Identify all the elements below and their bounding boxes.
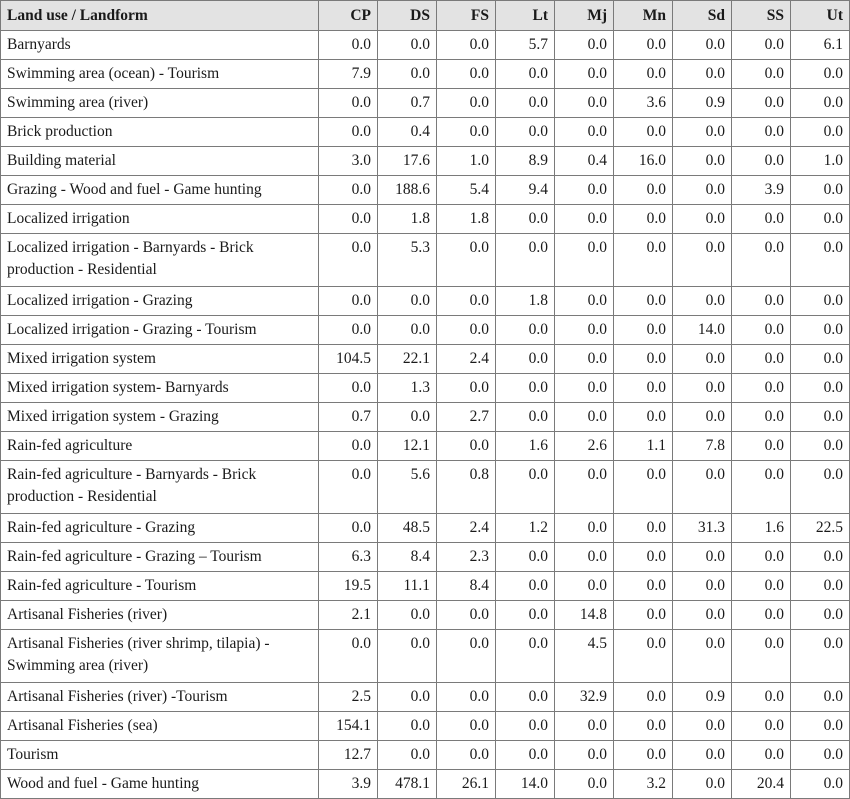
value-cell-sd: 0.0 [673, 461, 732, 514]
value-cell-mn: 0.0 [614, 234, 673, 287]
table-row [1, 601, 850, 630]
value-cell-cp: 0.0 [319, 287, 378, 316]
land-use-cell: Grazing - Wood and fuel - Game hunting [1, 176, 319, 205]
value-cell-fs: 0.0 [437, 741, 496, 770]
value-cell-mj: 0.0 [555, 461, 614, 514]
value-cell-mj: 0.0 [555, 176, 614, 205]
land-use-cell: Localized irrigation - Grazing - Tourism [1, 316, 319, 345]
value-cell-cp: 0.0 [319, 176, 378, 205]
value-cell-ss: 0.0 [732, 630, 791, 683]
value-cell-ss: 0.0 [732, 741, 791, 770]
value-cell-mj: 0.0 [555, 234, 614, 287]
table-row [1, 403, 850, 432]
value-cell-ds: 5.6 [378, 461, 437, 514]
value-cell-ds: 12.1 [378, 432, 437, 461]
value-cell-ut: 0.0 [791, 345, 850, 374]
value-cell-ut: 0.0 [791, 89, 850, 118]
table-row [1, 741, 850, 770]
value-cell-ds: 11.1 [378, 572, 437, 601]
value-cell-ut: 0.0 [791, 601, 850, 630]
value-cell-ut: 0.0 [791, 403, 850, 432]
value-cell-cp: 3.9 [319, 770, 378, 799]
value-cell-mn: 0.0 [614, 572, 673, 601]
column-header-sd: Sd [673, 1, 732, 31]
value-cell-ds: 0.0 [378, 601, 437, 630]
value-cell-cp: 154.1 [319, 712, 378, 741]
value-cell-fs: 1.0 [437, 147, 496, 176]
value-cell-fs: 0.8 [437, 461, 496, 514]
value-cell-mn: 3.2 [614, 770, 673, 799]
table-row [1, 89, 850, 118]
value-cell-ut: 0.0 [791, 316, 850, 345]
value-cell-sd: 0.0 [673, 118, 732, 147]
value-cell-mj: 14.8 [555, 601, 614, 630]
value-cell-mn: 1.1 [614, 432, 673, 461]
value-cell-fs: 2.7 [437, 403, 496, 432]
value-cell-cp: 7.9 [319, 60, 378, 89]
land-use-cell: Swimming area (ocean) - Tourism [1, 60, 319, 89]
value-cell-ut: 0.0 [791, 572, 850, 601]
column-header-ss: SS [732, 1, 791, 31]
value-cell-cp: 0.7 [319, 403, 378, 432]
table-row [1, 60, 850, 89]
value-cell-ds: 8.4 [378, 543, 437, 572]
value-cell-sd: 0.9 [673, 683, 732, 712]
value-cell-mn: 0.0 [614, 601, 673, 630]
value-cell-mn: 0.0 [614, 741, 673, 770]
value-cell-sd: 0.0 [673, 147, 732, 176]
value-cell-mj: 0.0 [555, 374, 614, 403]
value-cell-lt: 0.0 [496, 89, 555, 118]
value-cell-sd: 0.0 [673, 374, 732, 403]
header-row [1, 1, 850, 31]
table-row [1, 432, 850, 461]
value-cell-ss: 0.0 [732, 572, 791, 601]
value-cell-mn: 0.0 [614, 118, 673, 147]
value-cell-lt: 0.0 [496, 601, 555, 630]
value-cell-fs: 2.4 [437, 514, 496, 543]
value-cell-ss: 0.0 [732, 205, 791, 234]
column-header-fs: FS [437, 1, 496, 31]
value-cell-fs: 1.8 [437, 205, 496, 234]
value-cell-ss: 0.0 [732, 118, 791, 147]
value-cell-ut: 0.0 [791, 374, 850, 403]
value-cell-lt: 14.0 [496, 770, 555, 799]
value-cell-sd: 0.0 [673, 770, 732, 799]
value-cell-cp: 0.0 [319, 374, 378, 403]
value-cell-sd: 31.3 [673, 514, 732, 543]
value-cell-ss: 0.0 [732, 287, 791, 316]
value-cell-mj: 32.9 [555, 683, 614, 712]
value-cell-ds: 0.0 [378, 60, 437, 89]
table-row [1, 205, 850, 234]
value-cell-mn: 0.0 [614, 712, 673, 741]
table-row [1, 770, 850, 799]
value-cell-cp: 0.0 [319, 630, 378, 683]
value-cell-ss: 0.0 [732, 461, 791, 514]
value-cell-lt: 0.0 [496, 630, 555, 683]
value-cell-fs: 0.0 [437, 287, 496, 316]
value-cell-lt: 0.0 [496, 345, 555, 374]
land-use-cell: Rain-fed agriculture - Tourism [1, 572, 319, 601]
value-cell-mn: 0.0 [614, 60, 673, 89]
value-cell-ut: 0.0 [791, 176, 850, 205]
value-cell-ds: 0.0 [378, 316, 437, 345]
column-header-land-use: Land use / Landform [1, 1, 319, 31]
land-use-cell: Mixed irrigation system - Grazing [1, 403, 319, 432]
value-cell-ut: 0.0 [791, 630, 850, 683]
value-cell-lt: 8.9 [496, 147, 555, 176]
value-cell-mj: 0.0 [555, 345, 614, 374]
value-cell-ds: 0.0 [378, 712, 437, 741]
value-cell-cp: 0.0 [319, 514, 378, 543]
value-cell-ss: 0.0 [732, 712, 791, 741]
value-cell-lt: 0.0 [496, 205, 555, 234]
value-cell-ds: 17.6 [378, 147, 437, 176]
value-cell-sd: 0.0 [673, 176, 732, 205]
value-cell-mj: 0.0 [555, 89, 614, 118]
value-cell-sd: 0.0 [673, 712, 732, 741]
table-row [1, 630, 850, 683]
value-cell-ut: 0.0 [791, 543, 850, 572]
value-cell-fs: 0.0 [437, 89, 496, 118]
value-cell-ds: 0.7 [378, 89, 437, 118]
table-row [1, 176, 850, 205]
value-cell-ut: 6.1 [791, 31, 850, 60]
value-cell-ds: 1.3 [378, 374, 437, 403]
value-cell-ss: 0.0 [732, 374, 791, 403]
value-cell-sd: 0.0 [673, 403, 732, 432]
value-cell-mj: 0.0 [555, 31, 614, 60]
value-cell-ut: 0.0 [791, 683, 850, 712]
value-cell-ds: 22.1 [378, 345, 437, 374]
value-cell-mj: 0.4 [555, 147, 614, 176]
land-use-cell: Rain-fed agriculture - Grazing [1, 514, 319, 543]
column-header-mn: Mn [614, 1, 673, 31]
value-cell-fs: 0.0 [437, 432, 496, 461]
land-use-cell: Swimming area (river) [1, 89, 319, 118]
land-use-cell: Localized irrigation - Barnyards - Brick production - Residential [1, 234, 319, 287]
table-row [1, 712, 850, 741]
value-cell-mn: 0.0 [614, 31, 673, 60]
value-cell-sd: 0.0 [673, 234, 732, 287]
value-cell-fs: 0.0 [437, 601, 496, 630]
value-cell-lt: 1.2 [496, 514, 555, 543]
value-cell-cp: 2.1 [319, 601, 378, 630]
value-cell-ss: 0.0 [732, 345, 791, 374]
column-header-lt: Lt [496, 1, 555, 31]
value-cell-ut: 0.0 [791, 234, 850, 287]
value-cell-sd: 0.9 [673, 89, 732, 118]
value-cell-ut: 0.0 [791, 205, 850, 234]
value-cell-sd: 0.0 [673, 205, 732, 234]
land-use-cell: Rain-fed agriculture - Barnyards - Brick production - Residential [1, 461, 319, 514]
land-use-cell: Mixed irrigation system- Barnyards [1, 374, 319, 403]
value-cell-mn: 0.0 [614, 403, 673, 432]
column-header-ds: DS [378, 1, 437, 31]
value-cell-ut: 0.0 [791, 432, 850, 461]
value-cell-mn: 0.0 [614, 345, 673, 374]
value-cell-fs: 0.0 [437, 118, 496, 147]
value-cell-fs: 0.0 [437, 683, 496, 712]
value-cell-lt: 0.0 [496, 118, 555, 147]
value-cell-cp: 12.7 [319, 741, 378, 770]
value-cell-cp: 2.5 [319, 683, 378, 712]
value-cell-ut: 0.0 [791, 712, 850, 741]
land-use-cell: Brick production [1, 118, 319, 147]
value-cell-lt: 0.0 [496, 712, 555, 741]
value-cell-ut: 0.0 [791, 287, 850, 316]
value-cell-cp: 0.0 [319, 234, 378, 287]
value-cell-fs: 0.0 [437, 712, 496, 741]
value-cell-mn: 0.0 [614, 316, 673, 345]
value-cell-ut: 0.0 [791, 770, 850, 799]
value-cell-mj: 0.0 [555, 741, 614, 770]
value-cell-fs: 0.0 [437, 316, 496, 345]
value-cell-cp: 0.0 [319, 461, 378, 514]
table-row [1, 374, 850, 403]
land-use-cell: Artisanal Fisheries (river) -Tourism [1, 683, 319, 712]
column-header-cp: CP [319, 1, 378, 31]
value-cell-fs: 5.4 [437, 176, 496, 205]
table-row [1, 147, 850, 176]
table-row [1, 543, 850, 572]
table-row [1, 683, 850, 712]
value-cell-ss: 0.0 [732, 601, 791, 630]
value-cell-ds: 48.5 [378, 514, 437, 543]
value-cell-cp: 0.0 [319, 205, 378, 234]
value-cell-ut: 0.0 [791, 118, 850, 147]
value-cell-sd: 0.0 [673, 287, 732, 316]
land-use-cell: Localized irrigation - Grazing [1, 287, 319, 316]
value-cell-fs: 0.0 [437, 31, 496, 60]
value-cell-fs: 0.0 [437, 630, 496, 683]
value-cell-fs: 8.4 [437, 572, 496, 601]
value-cell-mj: 0.0 [555, 712, 614, 741]
value-cell-lt: 0.0 [496, 234, 555, 287]
value-cell-lt: 1.6 [496, 432, 555, 461]
value-cell-lt: 0.0 [496, 60, 555, 89]
value-cell-ss: 0.0 [732, 683, 791, 712]
value-cell-ss: 0.0 [732, 60, 791, 89]
value-cell-sd: 0.0 [673, 630, 732, 683]
column-header-ut: Ut [791, 1, 850, 31]
value-cell-cp: 0.0 [319, 432, 378, 461]
value-cell-mn: 0.0 [614, 205, 673, 234]
value-cell-mn: 0.0 [614, 683, 673, 712]
land-use-cell: Rain-fed agriculture - Grazing – Tourism [1, 543, 319, 572]
table-row [1, 31, 850, 60]
value-cell-sd: 14.0 [673, 316, 732, 345]
value-cell-sd: 7.8 [673, 432, 732, 461]
value-cell-ds: 478.1 [378, 770, 437, 799]
value-cell-ss: 3.9 [732, 176, 791, 205]
value-cell-mn: 0.0 [614, 630, 673, 683]
value-cell-ss: 0.0 [732, 147, 791, 176]
land-use-cell: Artisanal Fisheries (sea) [1, 712, 319, 741]
value-cell-sd: 0.0 [673, 543, 732, 572]
value-cell-ss: 0.0 [732, 403, 791, 432]
value-cell-fs: 2.4 [437, 345, 496, 374]
value-cell-lt: 0.0 [496, 374, 555, 403]
value-cell-ds: 188.6 [378, 176, 437, 205]
value-cell-ut: 0.0 [791, 60, 850, 89]
value-cell-ds: 5.3 [378, 234, 437, 287]
land-use-cell: Artisanal Fisheries (river shrimp, tilapia) - Swimming area (river) [1, 630, 319, 683]
value-cell-ss: 0.0 [732, 234, 791, 287]
value-cell-lt: 1.8 [496, 287, 555, 316]
table-body [1, 31, 850, 799]
value-cell-ss: 0.0 [732, 543, 791, 572]
value-cell-ds: 0.0 [378, 630, 437, 683]
value-cell-lt: 0.0 [496, 741, 555, 770]
land-use-cell: Mixed irrigation system [1, 345, 319, 374]
value-cell-ut: 22.5 [791, 514, 850, 543]
value-cell-mj: 0.0 [555, 287, 614, 316]
value-cell-cp: 0.0 [319, 118, 378, 147]
value-cell-lt: 9.4 [496, 176, 555, 205]
land-use-cell: Tourism [1, 741, 319, 770]
value-cell-fs: 0.0 [437, 60, 496, 89]
value-cell-mn: 0.0 [614, 514, 673, 543]
value-cell-ss: 20.4 [732, 770, 791, 799]
value-cell-mn: 0.0 [614, 543, 673, 572]
value-cell-ss: 0.0 [732, 316, 791, 345]
value-cell-fs: 0.0 [437, 234, 496, 287]
column-header-mj: Mj [555, 1, 614, 31]
value-cell-mn: 0.0 [614, 176, 673, 205]
value-cell-ds: 0.0 [378, 287, 437, 316]
value-cell-mj: 0.0 [555, 770, 614, 799]
land-use-cell: Localized irrigation [1, 205, 319, 234]
value-cell-ut: 0.0 [791, 741, 850, 770]
value-cell-ss: 0.0 [732, 31, 791, 60]
value-cell-mn: 0.0 [614, 374, 673, 403]
value-cell-cp: 0.0 [319, 31, 378, 60]
value-cell-mj: 0.0 [555, 514, 614, 543]
value-cell-ds: 0.4 [378, 118, 437, 147]
table-row [1, 461, 850, 514]
table-row [1, 514, 850, 543]
value-cell-ds: 0.0 [378, 31, 437, 60]
table-row [1, 234, 850, 287]
value-cell-fs: 26.1 [437, 770, 496, 799]
value-cell-ut: 1.0 [791, 147, 850, 176]
value-cell-sd: 0.0 [673, 31, 732, 60]
value-cell-cp: 6.3 [319, 543, 378, 572]
value-cell-lt: 0.0 [496, 572, 555, 601]
value-cell-ds: 0.0 [378, 741, 437, 770]
value-cell-fs: 0.0 [437, 374, 496, 403]
table-row [1, 316, 850, 345]
value-cell-sd: 0.0 [673, 345, 732, 374]
land-use-cell: Building material [1, 147, 319, 176]
value-cell-mn: 16.0 [614, 147, 673, 176]
value-cell-lt: 0.0 [496, 403, 555, 432]
value-cell-cp: 3.0 [319, 147, 378, 176]
land-use-cell: Wood and fuel - Game hunting [1, 770, 319, 799]
value-cell-mj: 0.0 [555, 572, 614, 601]
value-cell-mj: 0.0 [555, 205, 614, 234]
value-cell-mn: 0.0 [614, 461, 673, 514]
value-cell-mj: 0.0 [555, 403, 614, 432]
value-cell-fs: 2.3 [437, 543, 496, 572]
value-cell-ds: 0.0 [378, 683, 437, 712]
land-use-cell: Artisanal Fisheries (river) [1, 601, 319, 630]
value-cell-ss: 0.0 [732, 432, 791, 461]
value-cell-mj: 0.0 [555, 543, 614, 572]
value-cell-cp: 0.0 [319, 89, 378, 118]
value-cell-ds: 0.0 [378, 403, 437, 432]
land-use-cell: Rain-fed agriculture [1, 432, 319, 461]
value-cell-sd: 0.0 [673, 741, 732, 770]
value-cell-lt: 0.0 [496, 316, 555, 345]
value-cell-lt: 0.0 [496, 461, 555, 514]
value-cell-mj: 2.6 [555, 432, 614, 461]
value-cell-mn: 3.6 [614, 89, 673, 118]
value-cell-lt: 5.7 [496, 31, 555, 60]
value-cell-mj: 0.0 [555, 316, 614, 345]
table-row [1, 118, 850, 147]
value-cell-mj: 0.0 [555, 118, 614, 147]
land-use-cell: Barnyards [1, 31, 319, 60]
value-cell-mj: 4.5 [555, 630, 614, 683]
table-row [1, 572, 850, 601]
value-cell-ss: 1.6 [732, 514, 791, 543]
table-row [1, 287, 850, 316]
value-cell-mn: 0.0 [614, 287, 673, 316]
value-cell-cp: 19.5 [319, 572, 378, 601]
value-cell-ds: 1.8 [378, 205, 437, 234]
value-cell-cp: 104.5 [319, 345, 378, 374]
value-cell-mj: 0.0 [555, 60, 614, 89]
value-cell-sd: 0.0 [673, 572, 732, 601]
value-cell-cp: 0.0 [319, 316, 378, 345]
value-cell-lt: 0.0 [496, 543, 555, 572]
value-cell-lt: 0.0 [496, 683, 555, 712]
value-cell-sd: 0.0 [673, 601, 732, 630]
value-cell-sd: 0.0 [673, 60, 732, 89]
value-cell-ss: 0.0 [732, 89, 791, 118]
table-row [1, 345, 850, 374]
value-cell-ut: 0.0 [791, 461, 850, 514]
